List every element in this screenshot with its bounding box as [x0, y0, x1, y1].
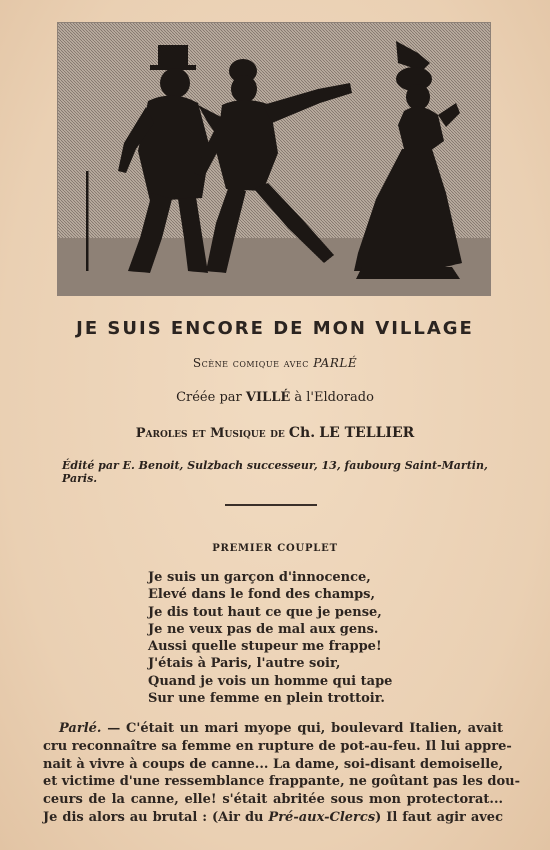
- verse-block: [148, 569, 392, 707]
- prose-line: et victime d'une ressemblance frappante, ne goûtant pas les dou-: [43, 774, 521, 790]
- prose-line: [43, 720, 503, 738]
- verse-line: Aussi quelle stupeur me frappe!: [148, 639, 382, 655]
- parle-paragraph: [43, 720, 521, 827]
- prose-text: — C'était un mari myope qui, boulevard Italien, avait: [107, 721, 503, 736]
- song-title: JE SUIS ENCORE DE MON VILLAGE: [76, 318, 474, 339]
- prose-text: ) Il faut agir avec: [375, 809, 503, 825]
- verse-line: Sur une femme en plein trottoir.: [148, 691, 385, 707]
- silhouette-drawing: [58, 23, 490, 295]
- verse-line: Quand je vois un homme qui tape: [148, 673, 393, 689]
- creation-credit: [0, 390, 550, 405]
- prose-text: Je dis alors au brutal : (Air du: [43, 809, 264, 825]
- subtitle-text: Scène comique avec: [192, 356, 309, 370]
- verse-line: Je ne veux pas de mal aux gens.: [148, 621, 379, 637]
- paroles-label: Paroles et Musique de: [135, 426, 285, 441]
- author-initial: Ch.: [288, 425, 316, 441]
- prose-line: [43, 809, 503, 827]
- prose-line: nait à vivre à coups de canne... La dame, soi-disant demoiselle,: [43, 756, 503, 772]
- silhouette-illustration: [57, 22, 491, 296]
- creee-prefix: Créée par: [176, 390, 242, 405]
- paroles-credit: [0, 425, 550, 441]
- verse-line: J'étais à Paris, l'autre soir,: [148, 656, 341, 672]
- couplet-title: PREMIER COUPLET: [212, 543, 338, 554]
- creee-suffix: à l'Eldorado: [294, 390, 374, 405]
- song-subtitle: [0, 356, 550, 370]
- prose-line: ceurs de la canne, elle! s'était abritée sous mon protectorat...: [43, 792, 503, 808]
- parle-label: Parlé.: [59, 721, 102, 736]
- verse-line: Je dis tout haut ce que je pense,: [148, 604, 382, 620]
- verse-line: Je suis un garçon d'innocence,: [148, 570, 371, 585]
- section-divider: [225, 504, 317, 506]
- publisher-line: Édité par E. Benoit, Sulzbach successeur, 13, faubourg Saint-Martin, Paris.: [62, 459, 488, 485]
- creee-artist: VILLÉ: [245, 390, 291, 405]
- opera-title: Pré-aux-Clercs: [268, 809, 376, 825]
- prose-line: cru reconnaître sa femme en rupture de pot-au-feu. Il lui appre-: [43, 738, 512, 754]
- subtitle-parle: PARLÉ: [313, 356, 358, 370]
- author-name: LE TELLIER: [319, 425, 415, 441]
- verse-line: Elevé dans le fond des champs,: [148, 587, 376, 603]
